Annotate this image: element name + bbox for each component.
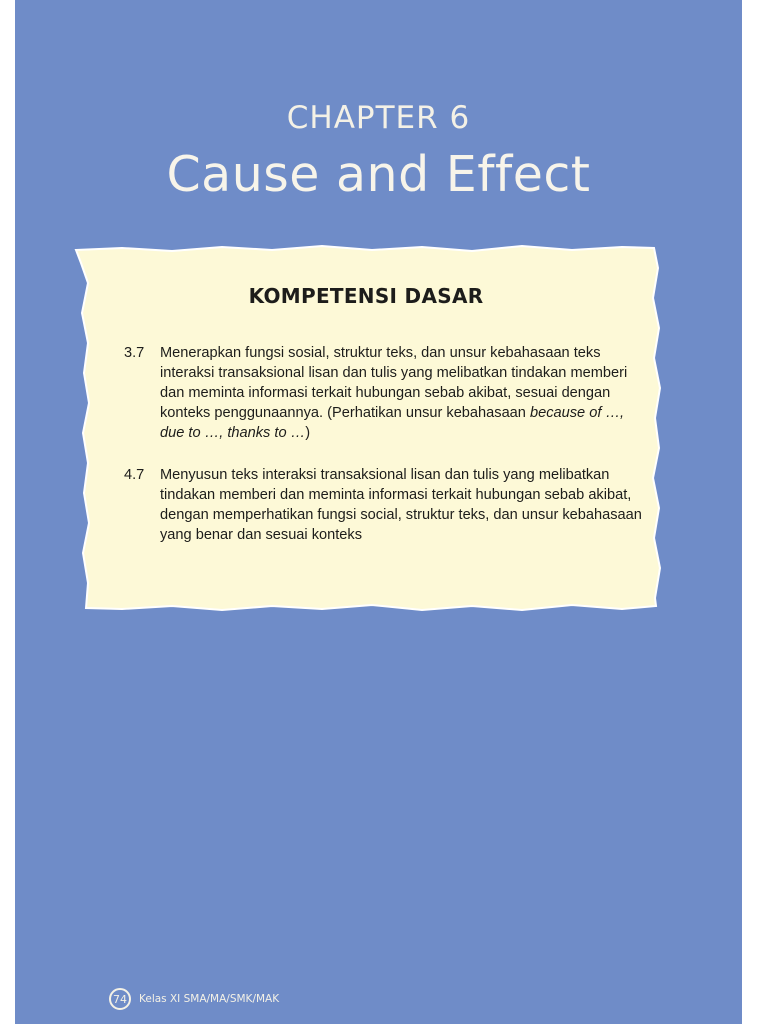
competency-card xyxy=(62,238,670,620)
chapter-label: CHAPTER 6 xyxy=(286,100,471,136)
page-number-badge: 74 xyxy=(109,988,131,1010)
item-italic-text: because of …, due to …, thanks to … xyxy=(160,405,625,441)
item-text: Menyusun teks interaksi transaksional lisan dan tulis yang melibatkan tindakan memberi dan meminta informasi terkait hubungan sebab akibat, dengan memperhatikan fungsi social, struktur teks, dan unsur kebahasaan yang benar dan sesuai konteks xyxy=(160,467,642,543)
chapter-title: Cause and Effect xyxy=(166,146,591,203)
book-page xyxy=(15,0,742,1024)
card-heading: KOMPETENSI DASAR xyxy=(248,284,484,308)
item-text: Menerapkan fungsi sosial, struktur teks, dan unsur kebahasaan teks interaksi transaksional lisan dan tulis yang melibatkan tindakan memberi dan meminta informasi terkait hubungan sebab akibat, sesuai dengan konteks penggunaannya. (Perhatikan unsur kebahasaan because of …, due to …, thanks to …) xyxy=(160,345,628,441)
item-number: 3.7 xyxy=(124,345,145,361)
footer-text: Kelas XI SMA/MA/SMK/MAK xyxy=(139,993,280,1005)
item-number: 4.7 xyxy=(124,467,145,483)
page-footer xyxy=(109,986,279,1012)
